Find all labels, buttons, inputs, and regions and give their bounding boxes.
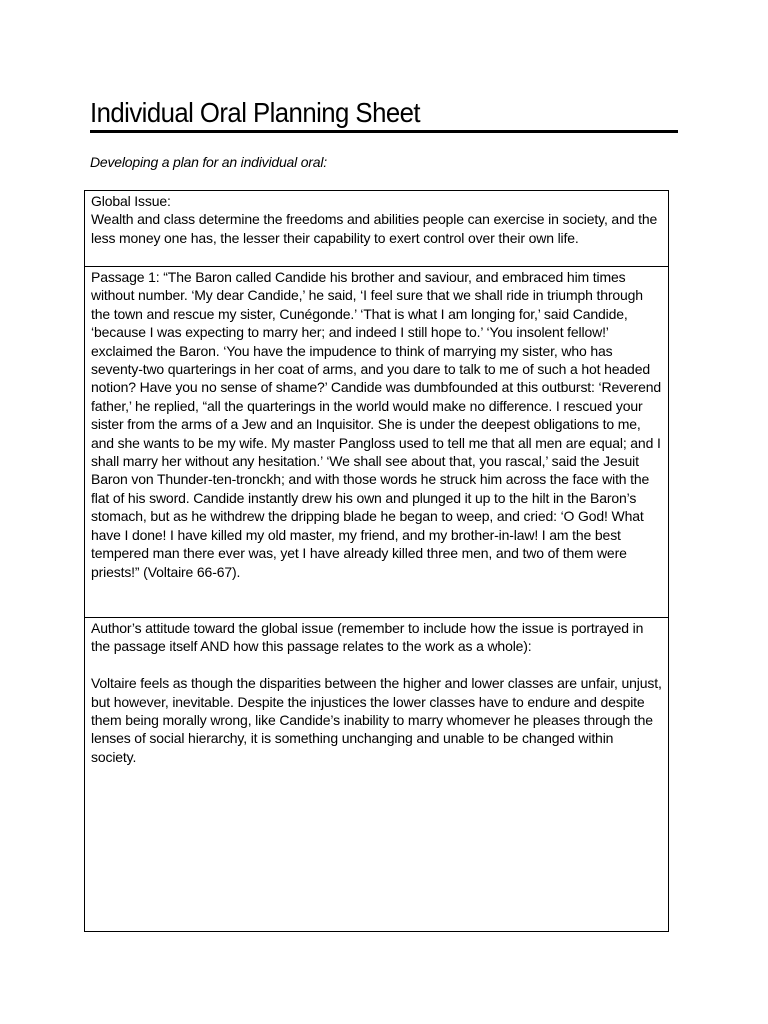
global-issue-cell xyxy=(85,191,668,266)
global-issue-text: Wealth and class determine the freedoms and abilities people can exercise in society, and the less money one has, the lesser their capability to exert control over their own life. xyxy=(91,211,658,246)
author-attitude-prompt: Author’s attitude toward the global issue (remember to include how the issue is portrayed in the passage itself AND how this passage relates to the work as a whole): xyxy=(91,620,644,655)
passage-cell xyxy=(85,266,668,617)
passage-text: Passage 1: “The Baron called Candide his brother and saviour, and embraced him times without number. ‘My dear Candide,’ he said, ‘I feel sure that we shall ride in triumph through the town and rescue my sister, Cunégonde.’ ‘That is what I am longing for,’ said Candide, ‘because I was expecting to marry her; and indeed I still hope to.’ ‘You insolent fellow!’ exclaimed the Baron. ‘You have the impudence to think of marrying my sister, who has seventy-two quarterings in her coat of arms, and you dare to talk to me of such a hot headed notion? Have you no sense of shame?’ Candide was dumbfounded at this outburst: ‘Reverend father,’ he replied, “all the quarterings in the world would make no difference. I rescued your sister from the arms of a Jew and an Inquisitor. She is under the deepest obligations to me, and she wants to be my wife. My master Pangloss used to tell me that all men are equal; and I shall marry her without any hesitation.’ ‘We shall see about that, you rascal,’ said the Jesuit Baron von Thunder-ten-tronckh; and with those words he struck him across the face with the flat of his sword. Candide instantly drew his own and plunged it up to the hilt in the Baron’s stomach, but as he withdrew the dripping blade he began to weep, and cried: ‘O God! What have I done! I have killed my old master, my friend, and my brother-in-law! I am the best tempered man there ever was, yet I have already killed three men, and two of them were priests!” (Voltaire 66-67). xyxy=(91,269,661,580)
page-subtitle: Developing a plan for an individual oral: xyxy=(90,154,327,170)
title-underline xyxy=(90,130,678,133)
author-attitude-response: Voltaire feels as though the disparities between the higher and lower classes are unfair, unjust, but however, inevitable. Despite the injustices the lower classes have to endure and despite them being morally wrong, like Candide’s inability to marry whomever he pleases through the lenses of social hierarchy, it is something unchanging and unable to be changed within society. xyxy=(91,675,662,765)
page-title: Individual Oral Planning Sheet xyxy=(90,97,421,128)
paragraph-gap xyxy=(91,656,662,674)
global-issue-label: Global Issue: xyxy=(91,193,171,209)
planning-table xyxy=(84,190,669,932)
author-attitude-cell xyxy=(85,617,668,931)
